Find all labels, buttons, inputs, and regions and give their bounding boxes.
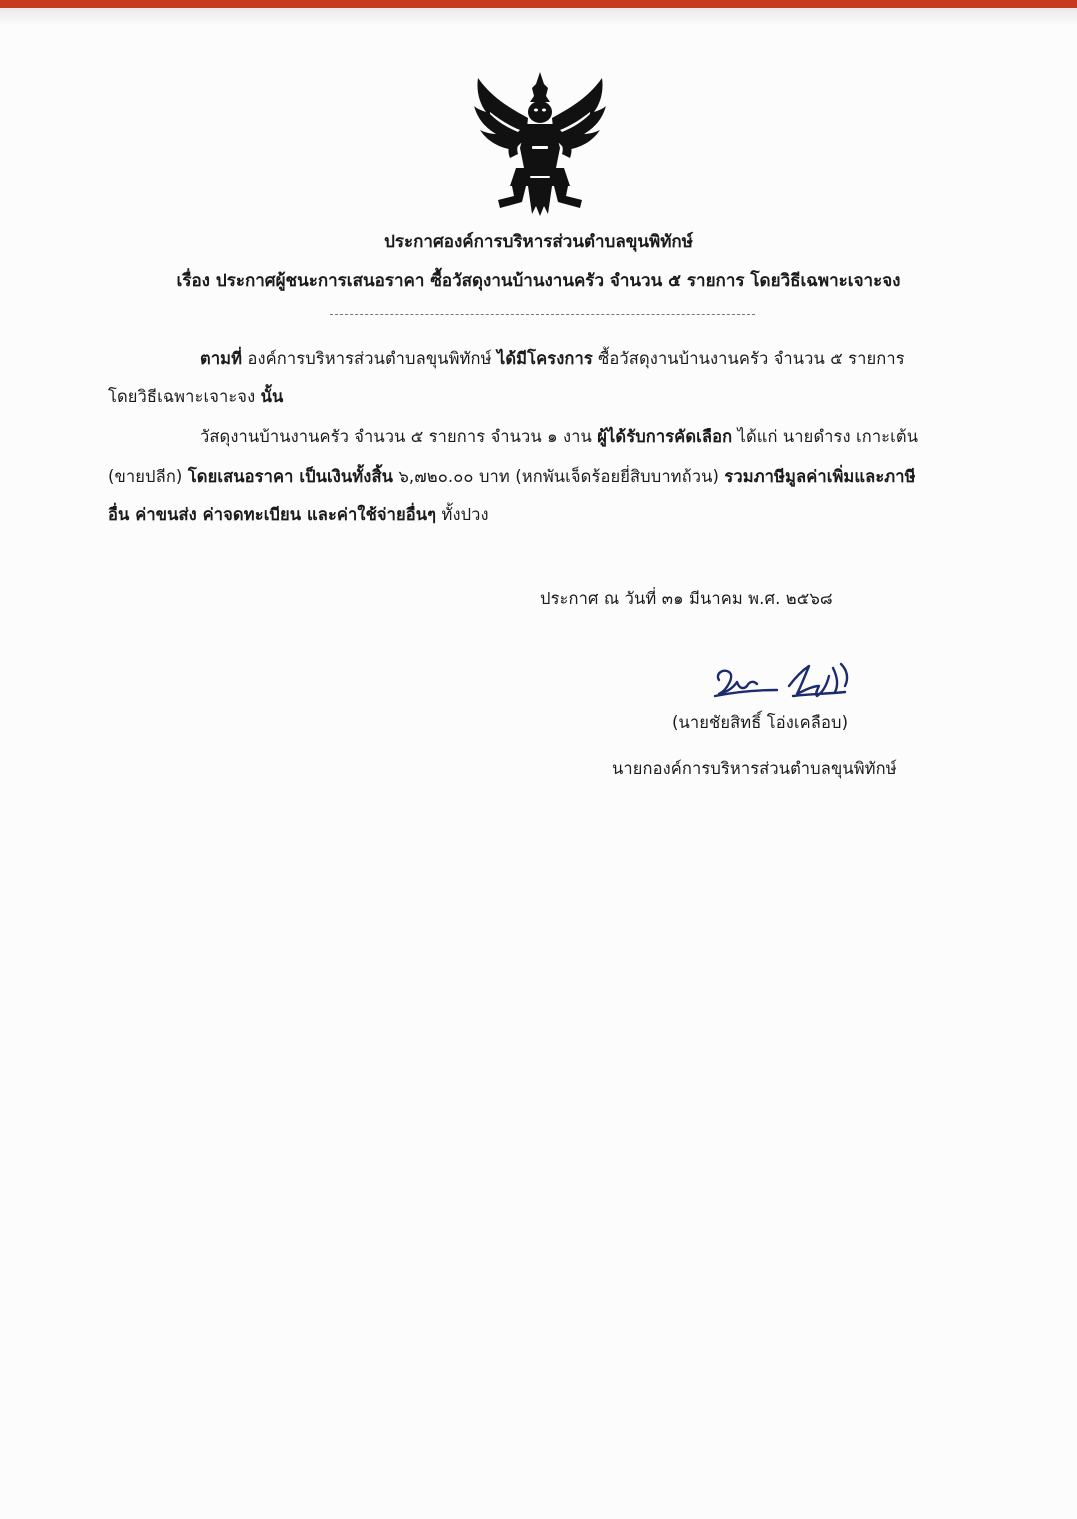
date-value: ๓๑ มีนาคม พ.ศ. ๒๕๖๘ <box>656 589 833 608</box>
total-label: เป็นเงินทั้งสิ้น <box>293 467 393 486</box>
project-text: ได้มีโครงการ <box>496 349 593 368</box>
divider <box>330 314 755 315</box>
all-costs: ทั้งปวง <box>436 505 489 524</box>
paragraph-end: นั้น <box>260 387 284 406</box>
paragraph-1-line-1 <box>200 346 905 372</box>
offer-label: โดยเสนอราคา <box>187 467 294 486</box>
handwritten-signature-icon <box>705 656 865 706</box>
selected-label: ผู้ได้รับการคัดเลือก <box>597 427 733 446</box>
winner-type: (ขายปลีก) <box>108 467 188 486</box>
total-amount: ๖,๗๒๐.๐๐ บาท (หกพันเจ็ดร้อยยี่สิบบาทถ้วน) <box>393 467 725 486</box>
paragraph-2-line-2 <box>108 464 916 490</box>
project-detail: ซื้อวัสดุงานบ้านงานครัว จำนวน ๕ รายการ <box>592 349 905 368</box>
garuda-emblem-icon <box>470 68 610 218</box>
date-label: ประกาศ ณ วันที่ <box>540 589 657 608</box>
announcement-subject: เรื่อง ประกาศผู้ชนะการเสนอราคา ซื้อวัสดุงานบ้านงานครัว จำนวน ๕ รายการ โดยวิธีเฉพาะเจาะจง <box>176 271 901 291</box>
announcement-title: ประกาศองค์การบริหารส่วนตำบลขุนพิทักษ์ <box>384 232 693 252</box>
lead-text: ตามที่ <box>200 349 243 368</box>
signer-name: (นายชัยสิทธิ์ โอ่งเคลือบ) <box>672 713 849 732</box>
tax-included: รวมภาษีมูลค่าเพิ่มและภาษี <box>724 467 916 486</box>
signer-position: นายกองค์การบริหารส่วนตำบลขุนพิทักษ์ <box>612 759 897 778</box>
paragraph-2-line-1 <box>200 424 918 450</box>
paragraph-2-line-3 <box>108 502 489 528</box>
other-costs: อื่น ค่าขนส่ง ค่าจดทะเบียน และค่าใช้จ่ายอื่นๆ <box>108 505 437 524</box>
winner-name: ได้แก่ นายดำรง เกาะเต้น <box>732 427 919 446</box>
document-page <box>0 8 1077 1519</box>
item-detail: วัสดุงานบ้านงานครัว จำนวน ๕ รายการ จำนวน ๑ งาน <box>200 427 598 446</box>
org-name: องค์การบริหารส่วนตำบลขุนพิทักษ์ <box>242 349 497 368</box>
paragraph-1-line-2 <box>108 384 283 410</box>
announce-date <box>540 586 833 612</box>
method-text: โดยวิธีเฉพาะเจาะจง <box>108 387 261 406</box>
